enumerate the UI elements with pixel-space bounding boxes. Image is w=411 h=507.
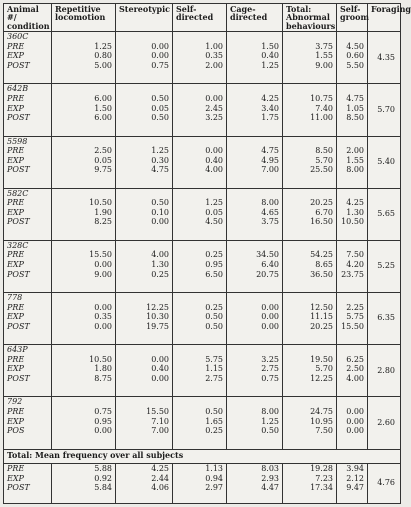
value: 23.75 [341,269,364,279]
condition-label: POST [7,113,30,123]
value: 5.50 [346,60,364,70]
value: 1.30 [151,260,169,270]
value: 0.10 [151,207,169,217]
value: 0.50 [261,426,279,436]
value: 4.75 [346,93,364,103]
value: 1.25 [94,41,112,51]
header-cage-directed: Cage-directed [227,4,283,32]
condition-label: POST [7,269,30,279]
animal-condition-cell [4,136,52,188]
value: 4.00 [346,373,364,383]
cage-directed-cell [227,293,283,345]
condition-label: EXP [7,155,24,165]
total-abnormal-cell [283,463,337,503]
stereotypic-cell [116,463,173,503]
repetitive-locomotion-cell [52,84,116,136]
animal-condition-cell [4,32,52,84]
value: 4.20 [346,260,364,270]
condition-label: EXP [7,312,24,322]
value: 15.50 [341,321,364,331]
condition-label: PRE [7,406,25,416]
value: 4.75 [151,165,169,175]
value: 19.50 [310,354,333,364]
animal-condition-cell [4,240,52,292]
cage-directed-cell [227,188,283,240]
value: 8.50 [315,146,333,156]
value: 1.00 [205,41,223,51]
header-total-abnormal: Total: Abnormal behaviours [283,4,337,32]
self-directed-cell [173,32,227,84]
self-groom-cell [337,397,368,449]
value: 1.25 [261,416,279,426]
value: 0.00 [94,426,112,436]
value: 0.00 [151,217,169,227]
condition-label: PRE [7,302,25,312]
value: 10.50 [341,217,364,227]
foraging-cell: 5.40 [368,136,401,188]
condition-label: PRE [7,250,25,260]
value: 2.25 [346,302,364,312]
animal-group-row [4,397,401,449]
condition-label: POST [7,60,30,70]
header-self-directed: Self-directed [173,4,227,32]
self-groom-cell [337,84,368,136]
value: 5.88 [94,463,112,473]
cage-directed-cell [227,136,283,188]
value: 8.00 [261,406,279,416]
value: 0.60 [346,51,364,61]
value: 0.50 [151,113,169,123]
behaviour-table [3,3,411,504]
value: 0.50 [151,198,169,208]
self-directed-cell [173,240,227,292]
condition-label: PRE [7,93,25,103]
value: 0.00 [94,260,112,270]
value: 5.75 [205,354,223,364]
animal-id: 328C [7,240,29,250]
value: 19.75 [146,321,169,331]
value: 2.44 [151,473,169,483]
self-directed-cell [173,84,227,136]
value: 1.65 [205,416,223,426]
condition-label: POST [7,165,30,175]
value: 0.35 [205,51,223,61]
header-foraging: Foraging [368,4,401,32]
value: 1.50 [94,103,112,113]
value: 2.50 [346,364,364,374]
value: 0.50 [205,406,223,416]
value: 3.94 [346,463,364,473]
cage-directed-cell [227,463,283,503]
value: 1.55 [315,51,333,61]
value: 0.00 [346,406,364,416]
self-directed-cell [173,293,227,345]
value: 10.30 [146,312,169,322]
animal-condition-cell [4,188,52,240]
value: 0.50 [205,321,223,331]
animal-id: 5598 [7,136,28,146]
value: 0.75 [94,406,112,416]
condition-label: EXP [7,260,24,270]
value: 0.00 [94,321,112,331]
repetitive-locomotion-cell [52,32,116,84]
value: 12.25 [146,302,169,312]
value: 1.25 [151,146,169,156]
value: 1.25 [205,198,223,208]
value: 15.50 [89,250,112,260]
value: 19.28 [310,463,333,473]
condition-label: PRE [7,198,25,208]
value: 10.75 [310,93,333,103]
value: 3.75 [315,41,333,51]
value: 9.00 [315,60,333,70]
animal-group-row [4,32,401,84]
header-self-groom: Self-groom [337,4,368,32]
value: 7.50 [315,426,333,436]
header-repetitive-locomotion: Repetitive locomotion [52,4,116,32]
value: 34.50 [256,250,279,260]
value: 11.15 [310,312,333,322]
stereotypic-cell [116,293,173,345]
condition-label: PRE [7,354,25,364]
value: 1.90 [94,207,112,217]
repetitive-locomotion-cell [52,463,116,503]
value: 6.00 [94,93,112,103]
animal-condition-cell [4,293,52,345]
value: 7.23 [315,473,333,483]
animal-id: 643P [7,345,28,355]
stereotypic-cell [116,397,173,449]
value: 4.25 [151,463,169,473]
value: 1.05 [346,103,364,113]
value: 0.30 [151,155,169,165]
stereotypic-cell [116,345,173,397]
repetitive-locomotion-cell [52,293,116,345]
animal-condition-cell [4,84,52,136]
animal-group-row [4,136,401,188]
condition-label: EXP [7,207,24,217]
value: 8.00 [261,198,279,208]
animal-condition-cell [4,463,52,503]
value: 4.50 [205,217,223,227]
value: 4.00 [151,250,169,260]
value: 1.55 [346,155,364,165]
value: 7.10 [151,416,169,426]
self-groom-cell [337,463,368,503]
value: 8.75 [94,373,112,383]
value: 4.47 [261,483,279,493]
self-groom-cell [337,240,368,292]
total-abnormal-cell [283,136,337,188]
value: 0.00 [261,312,279,322]
value: 2.00 [205,60,223,70]
condition-label: EXP [7,103,24,113]
total-abnormal-cell [283,32,337,84]
animal-id: 778 [7,293,23,303]
value: 6.50 [205,269,223,279]
value: 1.15 [205,364,223,374]
foraging-cell: 6.35 [368,293,401,345]
total-abnormal-cell [283,240,337,292]
value: 2.93 [261,473,279,483]
self-groom-cell [337,32,368,84]
value: 20.25 [310,198,333,208]
value: 2.75 [261,364,279,374]
value: 5.70 [315,155,333,165]
value: 0.80 [94,51,112,61]
value: 16.50 [310,217,333,227]
animal-group-row [4,345,401,397]
header-row [4,4,401,32]
animal-group-row [4,240,401,292]
value: 1.30 [346,207,364,217]
total-abnormal-cell [283,84,337,136]
total-abnormal-cell [283,293,337,345]
total-title-row [4,449,401,463]
value: 0.50 [151,93,169,103]
value: 8.50 [346,113,364,123]
value: 8.03 [261,463,279,473]
value: 0.00 [346,426,364,436]
value: 20.75 [256,269,279,279]
total-abnormal-cell [283,345,337,397]
animal-group-row [4,293,401,345]
value: 24.75 [310,406,333,416]
value: 7.40 [315,103,333,113]
stereotypic-cell [116,188,173,240]
condition-label: POST [7,483,30,493]
total-values-row [4,463,401,503]
self-directed-cell [173,136,227,188]
value: 2.00 [346,146,364,156]
value: 0.00 [151,51,169,61]
stereotypic-cell [116,84,173,136]
value: 4.95 [261,155,279,165]
value: 0.00 [94,302,112,312]
value: 0.40 [151,364,169,374]
value: 0.40 [205,155,223,165]
cage-directed-cell [227,397,283,449]
value: 2.75 [205,373,223,383]
cage-directed-cell [227,32,283,84]
value: 7.50 [346,250,364,260]
condition-label: EXP [7,364,24,374]
value: 0.25 [205,426,223,436]
value: 0.00 [205,146,223,156]
value: 0.75 [261,373,279,383]
value: 0.00 [151,354,169,364]
value: 10.50 [89,354,112,364]
foraging-cell: 4.35 [368,32,401,84]
value: 2.97 [205,483,223,493]
value: 7.00 [261,165,279,175]
value: 1.13 [205,463,223,473]
value: 0.40 [261,51,279,61]
self-directed-cell [173,345,227,397]
value: 4.75 [261,146,279,156]
value: 8.25 [94,217,112,227]
animal-id: 582C [7,188,29,198]
value: 0.00 [261,321,279,331]
self-directed-cell [173,463,227,503]
total-abnormal-cell [283,397,337,449]
value: 3.75 [261,217,279,227]
value: 4.00 [205,165,223,175]
value: 1.50 [261,41,279,51]
condition-label: EXP [7,473,24,483]
repetitive-locomotion-cell [52,397,116,449]
cage-directed-cell [227,240,283,292]
condition-label: EXP [7,416,24,426]
header-animal-condition: Animal #/ condition [4,4,52,32]
value: 0.94 [205,473,223,483]
foraging-cell: 2.60 [368,397,401,449]
repetitive-locomotion-cell [52,188,116,240]
stereotypic-cell [116,240,173,292]
value: 3.40 [261,103,279,113]
value: 2.50 [94,146,112,156]
foraging-cell: 2.80 [368,345,401,397]
self-groom-cell [337,136,368,188]
value: 0.05 [94,155,112,165]
repetitive-locomotion-cell [52,240,116,292]
repetitive-locomotion-cell [52,345,116,397]
cage-directed-cell [227,345,283,397]
value: 4.50 [346,41,364,51]
value: 25.50 [310,165,333,175]
value: 0.00 [151,373,169,383]
value: 0.25 [205,302,223,312]
foraging-cell: 4.76 [368,463,401,503]
value: 0.95 [205,260,223,270]
value: 0.35 [94,312,112,322]
value: 4.06 [151,483,169,493]
value: 0.00 [346,416,364,426]
value: 8.00 [346,165,364,175]
value: 3.25 [205,113,223,123]
value: 12.25 [310,373,333,383]
value: 9.00 [94,269,112,279]
value: 8.65 [315,260,333,270]
condition-label: PRE [7,41,25,51]
animal-id: 360C [7,32,29,42]
self-directed-cell [173,397,227,449]
self-groom-cell [337,345,368,397]
condition-label: POST [7,217,30,227]
foraging-cell: 5.65 [368,188,401,240]
value: 0.95 [94,416,112,426]
self-directed-cell [173,188,227,240]
value: 20.25 [310,321,333,331]
value: 36.50 [310,269,333,279]
animal-group-row [4,188,401,240]
self-groom-cell [337,293,368,345]
stereotypic-cell [116,32,173,84]
animal-condition-cell [4,345,52,397]
value: 15.50 [146,406,169,416]
value: 2.45 [205,103,223,113]
value: 1.80 [94,364,112,374]
table-body [4,32,401,504]
value: 4.25 [261,93,279,103]
condition-label: POS [7,426,25,436]
condition-label: EXP [7,51,24,61]
value: 1.75 [261,113,279,123]
animal-group-row [4,84,401,136]
value: 17.34 [310,483,333,493]
value: 0.00 [205,93,223,103]
value: 10.50 [89,198,112,208]
value: 11.00 [310,113,333,123]
condition-label: PRE [7,463,25,473]
value: 5.75 [346,312,364,322]
value: 0.00 [151,41,169,51]
condition-label: PRE [7,146,25,156]
foraging-cell: 5.70 [368,84,401,136]
value: 5.70 [315,364,333,374]
self-groom-cell [337,188,368,240]
foraging-cell: 5.25 [368,240,401,292]
header-stereotypic: Stereotypic [116,4,173,32]
value: 7.00 [151,426,169,436]
value: 1.25 [261,60,279,70]
stereotypic-cell [116,136,173,188]
value: 6.25 [346,354,364,364]
value: 0.05 [205,207,223,217]
value: 6.70 [315,207,333,217]
total-abnormal-cell [283,188,337,240]
value: 12.50 [310,302,333,312]
value: 9.47 [346,483,364,493]
value: 0.92 [94,473,112,483]
condition-label: POST [7,321,30,331]
value: 0.50 [205,312,223,322]
value: 4.25 [346,198,364,208]
value: 5.84 [94,483,112,493]
value: 0.25 [205,250,223,260]
repetitive-locomotion-cell [52,136,116,188]
animal-id: 642B [7,84,29,94]
value: 0.75 [151,60,169,70]
value: 2.12 [346,473,364,483]
value: 6.40 [261,260,279,270]
value: 5.00 [94,60,112,70]
animal-condition-cell [4,397,52,449]
value: 10.95 [310,416,333,426]
value: 54.25 [310,250,333,260]
value: 3.25 [261,354,279,364]
value: 0.05 [151,103,169,113]
value: 0.00 [261,302,279,312]
total-title: Total: Mean frequency over all subjects [4,449,401,463]
value: 4.65 [261,207,279,217]
animal-id: 792 [7,397,23,407]
condition-label: POST [7,373,30,383]
cage-directed-cell [227,84,283,136]
value: 9.75 [94,165,112,175]
value: 6.00 [94,113,112,123]
value: 0.25 [151,269,169,279]
